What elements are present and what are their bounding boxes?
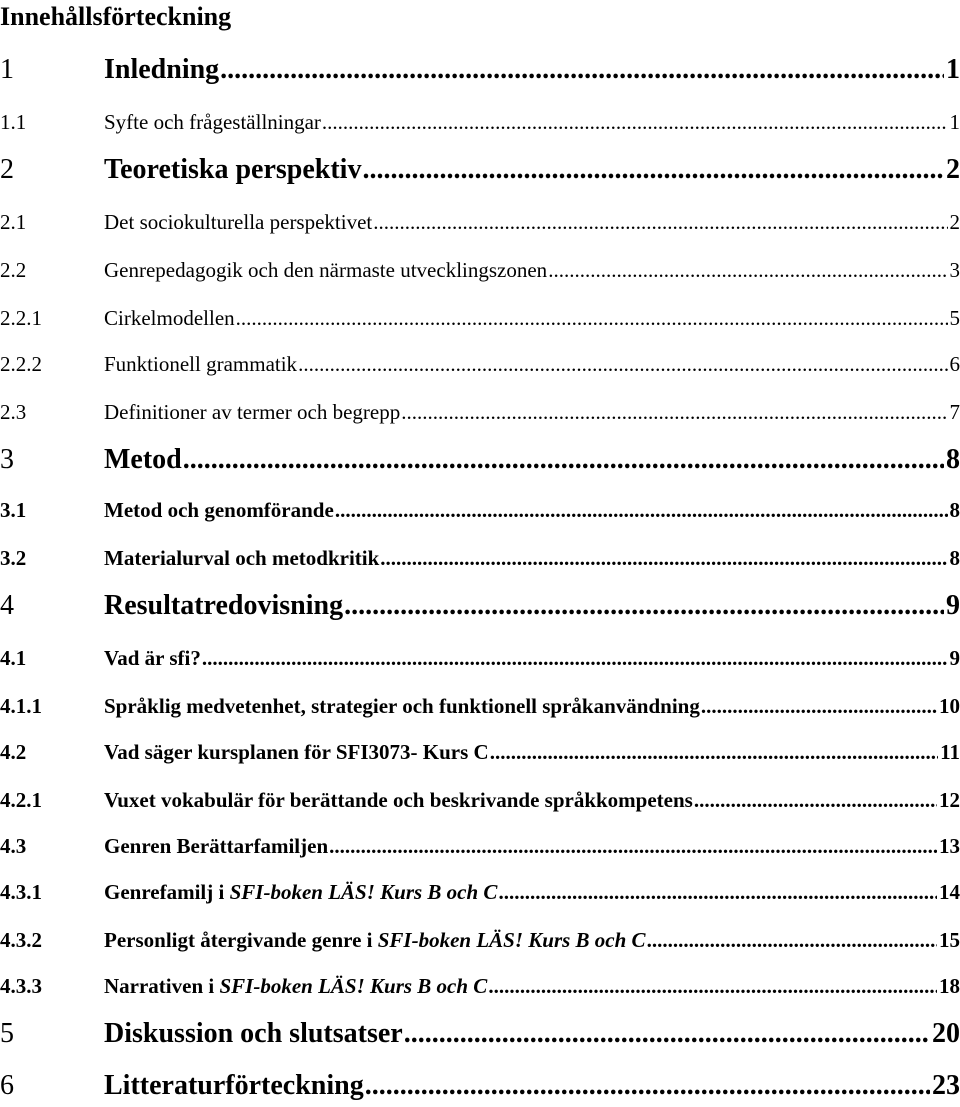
toc-dot-leader bbox=[183, 442, 944, 478]
toc-entry-number: 4.3 bbox=[0, 834, 27, 858]
toc-entry-page: 20 bbox=[932, 1018, 960, 1049]
toc-entry-number: 1 bbox=[0, 54, 14, 85]
toc-entry-title: Metod och genomförande bbox=[104, 498, 334, 522]
toc-entry-number: 4.3.3 bbox=[0, 974, 42, 998]
toc-entry-4-2[interactable] bbox=[0, 738, 960, 766]
toc-dot-leader bbox=[647, 926, 937, 954]
toc-entry-page: 5 bbox=[949, 306, 960, 330]
toc-entry-title: Diskussion och slutsatser bbox=[104, 1018, 403, 1049]
toc-dot-leader bbox=[488, 972, 937, 1000]
toc-entry-page: 2 bbox=[949, 210, 960, 234]
toc-entry-2-1[interactable] bbox=[0, 208, 960, 236]
toc-entry-page: 3 bbox=[949, 258, 960, 282]
toc-entry-number: 2.3 bbox=[0, 400, 27, 424]
toc-dot-leader bbox=[548, 256, 947, 284]
toc-entry-page: 9 bbox=[946, 590, 960, 621]
toc-entry-4-3[interactable] bbox=[0, 832, 960, 860]
toc-entry-page: 8 bbox=[946, 444, 960, 475]
toc-entry-title bbox=[104, 878, 497, 906]
toc-dot-leader bbox=[701, 692, 937, 720]
toc-entry-4-3-2[interactable] bbox=[0, 926, 960, 954]
toc-entry-page: 1 bbox=[949, 110, 960, 134]
toc-entry-number: 3.1 bbox=[0, 498, 27, 522]
toc-entry-4-1[interactable] bbox=[0, 644, 960, 672]
toc-entry-page: 15 bbox=[939, 928, 960, 952]
toc-entry-number: 3.2 bbox=[0, 546, 27, 570]
toc-entry-title: Vad är sfi? bbox=[104, 646, 201, 670]
toc-entry-number: 5 bbox=[0, 1018, 14, 1049]
toc-dot-leader bbox=[404, 1016, 930, 1052]
toc-entry-title: Genren Berättarfamiljen bbox=[104, 834, 329, 858]
toc-entry-title: Genrepedagogik och den närmaste utvecklingszonen bbox=[104, 258, 548, 282]
toc-dot-leader bbox=[344, 588, 944, 624]
toc-entry-page: 10 bbox=[939, 694, 960, 718]
toc-entry-3[interactable] bbox=[0, 442, 960, 478]
toc-entry-page: 13 bbox=[939, 834, 960, 858]
toc-entry-title-plain: Genrefamilj i bbox=[104, 880, 230, 904]
toc-entry-page: 11 bbox=[940, 740, 960, 764]
toc-dot-leader bbox=[373, 208, 947, 236]
toc-entry-title: Cirkelmodellen bbox=[104, 306, 235, 330]
toc-entry-page: 1 bbox=[946, 54, 960, 85]
toc-entry-page: 8 bbox=[949, 546, 960, 570]
toc-entry-2-2-1[interactable] bbox=[0, 304, 960, 332]
toc-dot-leader bbox=[322, 108, 948, 136]
toc-entry-page: 8 bbox=[949, 498, 960, 522]
toc-entry-page: 2 bbox=[946, 154, 960, 185]
toc-dot-leader bbox=[490, 738, 938, 766]
toc-entry-1-1[interactable] bbox=[0, 108, 960, 136]
toc-entry-4-2-1[interactable] bbox=[0, 786, 960, 814]
toc-entry-number: 6 bbox=[0, 1070, 14, 1101]
toc-entry-page: 7 bbox=[949, 400, 960, 424]
toc-entry-title: Syfte och frågeställningar bbox=[104, 110, 321, 134]
toc-entry-title: Litteraturförteckning bbox=[104, 1070, 364, 1101]
toc-entry-2-2[interactable] bbox=[0, 256, 960, 284]
toc-entry-page: 14 bbox=[939, 880, 960, 904]
toc-entry-title: Språklig medvetenhet, strategier och funktionell språkanvändning bbox=[104, 694, 700, 718]
toc-entry-number: 4.1.1 bbox=[0, 694, 42, 718]
toc-entry-title: Resultatredovisning bbox=[104, 590, 344, 621]
toc-dot-leader bbox=[694, 786, 937, 814]
toc-entry-4-3-1[interactable] bbox=[0, 878, 960, 906]
toc-entry-title: Teoretiska perspektiv bbox=[104, 154, 362, 185]
toc-entry-number: 2 bbox=[0, 154, 14, 185]
toc-entry-number: 4 bbox=[0, 590, 14, 621]
toc-entry-title-italic: SFI-boken LÄS! Kurs B och C bbox=[219, 974, 488, 998]
toc-entry-4-3-3[interactable] bbox=[0, 972, 960, 1000]
toc-entry-number: 2.2 bbox=[0, 258, 27, 282]
toc-entry-number: 2.2.2 bbox=[0, 352, 42, 376]
toc-entry-number: 4.3.1 bbox=[0, 880, 42, 904]
toc-dot-leader bbox=[380, 544, 947, 572]
toc-entry-number: 3 bbox=[0, 444, 14, 475]
toc-dot-leader bbox=[236, 304, 948, 332]
toc-entry-3-1[interactable] bbox=[0, 496, 960, 524]
toc-entry-page: 18 bbox=[939, 974, 960, 998]
toc-entry-title bbox=[104, 972, 487, 1000]
toc-dot-leader bbox=[298, 350, 947, 378]
toc-entry-2[interactable] bbox=[0, 152, 960, 188]
toc-entry-2-2-2[interactable] bbox=[0, 350, 960, 378]
toc-entry-3-2[interactable] bbox=[0, 544, 960, 572]
toc-entry-title: Vuxet vokabulär för berättande och beskrivande språkkompetens bbox=[104, 788, 693, 812]
toc-entry-title: Definitioner av termer och begrepp bbox=[104, 400, 401, 424]
toc-entry-number: 4.2 bbox=[0, 740, 27, 764]
toc-dot-leader bbox=[365, 1068, 930, 1104]
toc-entry-title-italic: SFI-boken LÄS! Kurs B och C bbox=[377, 928, 646, 952]
toc-entry-number: 4.3.2 bbox=[0, 928, 42, 952]
toc-dot-leader bbox=[401, 398, 947, 426]
toc-entry-number: 1.1 bbox=[0, 110, 27, 134]
toc-entry-title bbox=[104, 926, 646, 954]
toc-entry-page: 9 bbox=[949, 646, 960, 670]
toc-entry-title: Det sociokulturella perspektivet bbox=[104, 210, 373, 234]
toc-entry-title: Vad säger kursplanen för SFI3073- Kurs C bbox=[104, 740, 489, 764]
toc-entry-5[interactable] bbox=[0, 1016, 960, 1052]
toc-entry-title-plain: Narrativen i bbox=[104, 974, 220, 998]
toc-entry-page: 12 bbox=[939, 788, 960, 812]
toc-entry-2-3[interactable] bbox=[0, 398, 960, 426]
toc-entry-number: 4.2.1 bbox=[0, 788, 42, 812]
toc-dot-leader bbox=[202, 644, 948, 672]
toc-entry-title: Materialurval och metodkritik bbox=[104, 546, 380, 570]
toc-entry-4-1-1[interactable] bbox=[0, 692, 960, 720]
toc-dot-leader bbox=[498, 878, 937, 906]
toc-entry-6[interactable] bbox=[0, 1068, 960, 1104]
toc-entry-title: Metod bbox=[104, 444, 182, 475]
toc-entry-title: Inledning bbox=[104, 54, 220, 85]
toc-entry-number: 2.2.1 bbox=[0, 306, 42, 330]
toc-entry-title-italic: SFI-boken LÄS! Kurs B och C bbox=[229, 880, 498, 904]
toc-entry-title: Funktionell grammatik bbox=[104, 352, 298, 376]
toc-entry-4[interactable] bbox=[0, 588, 960, 624]
toc-entry-number: 2.1 bbox=[0, 210, 27, 234]
toc-entry-1[interactable] bbox=[0, 52, 960, 88]
toc-entry-number: 4.1 bbox=[0, 646, 27, 670]
toc-dot-leader bbox=[220, 52, 944, 88]
toc-heading: Innehållsförteckning bbox=[0, 2, 232, 31]
toc-entry-page: 6 bbox=[949, 352, 960, 376]
toc-entry-page: 23 bbox=[932, 1070, 960, 1101]
toc-dot-leader bbox=[329, 832, 937, 860]
toc-dot-leader bbox=[362, 152, 944, 188]
toc-entry-title-plain: Personligt återgivande genre i bbox=[104, 928, 378, 952]
toc-dot-leader bbox=[335, 496, 948, 524]
